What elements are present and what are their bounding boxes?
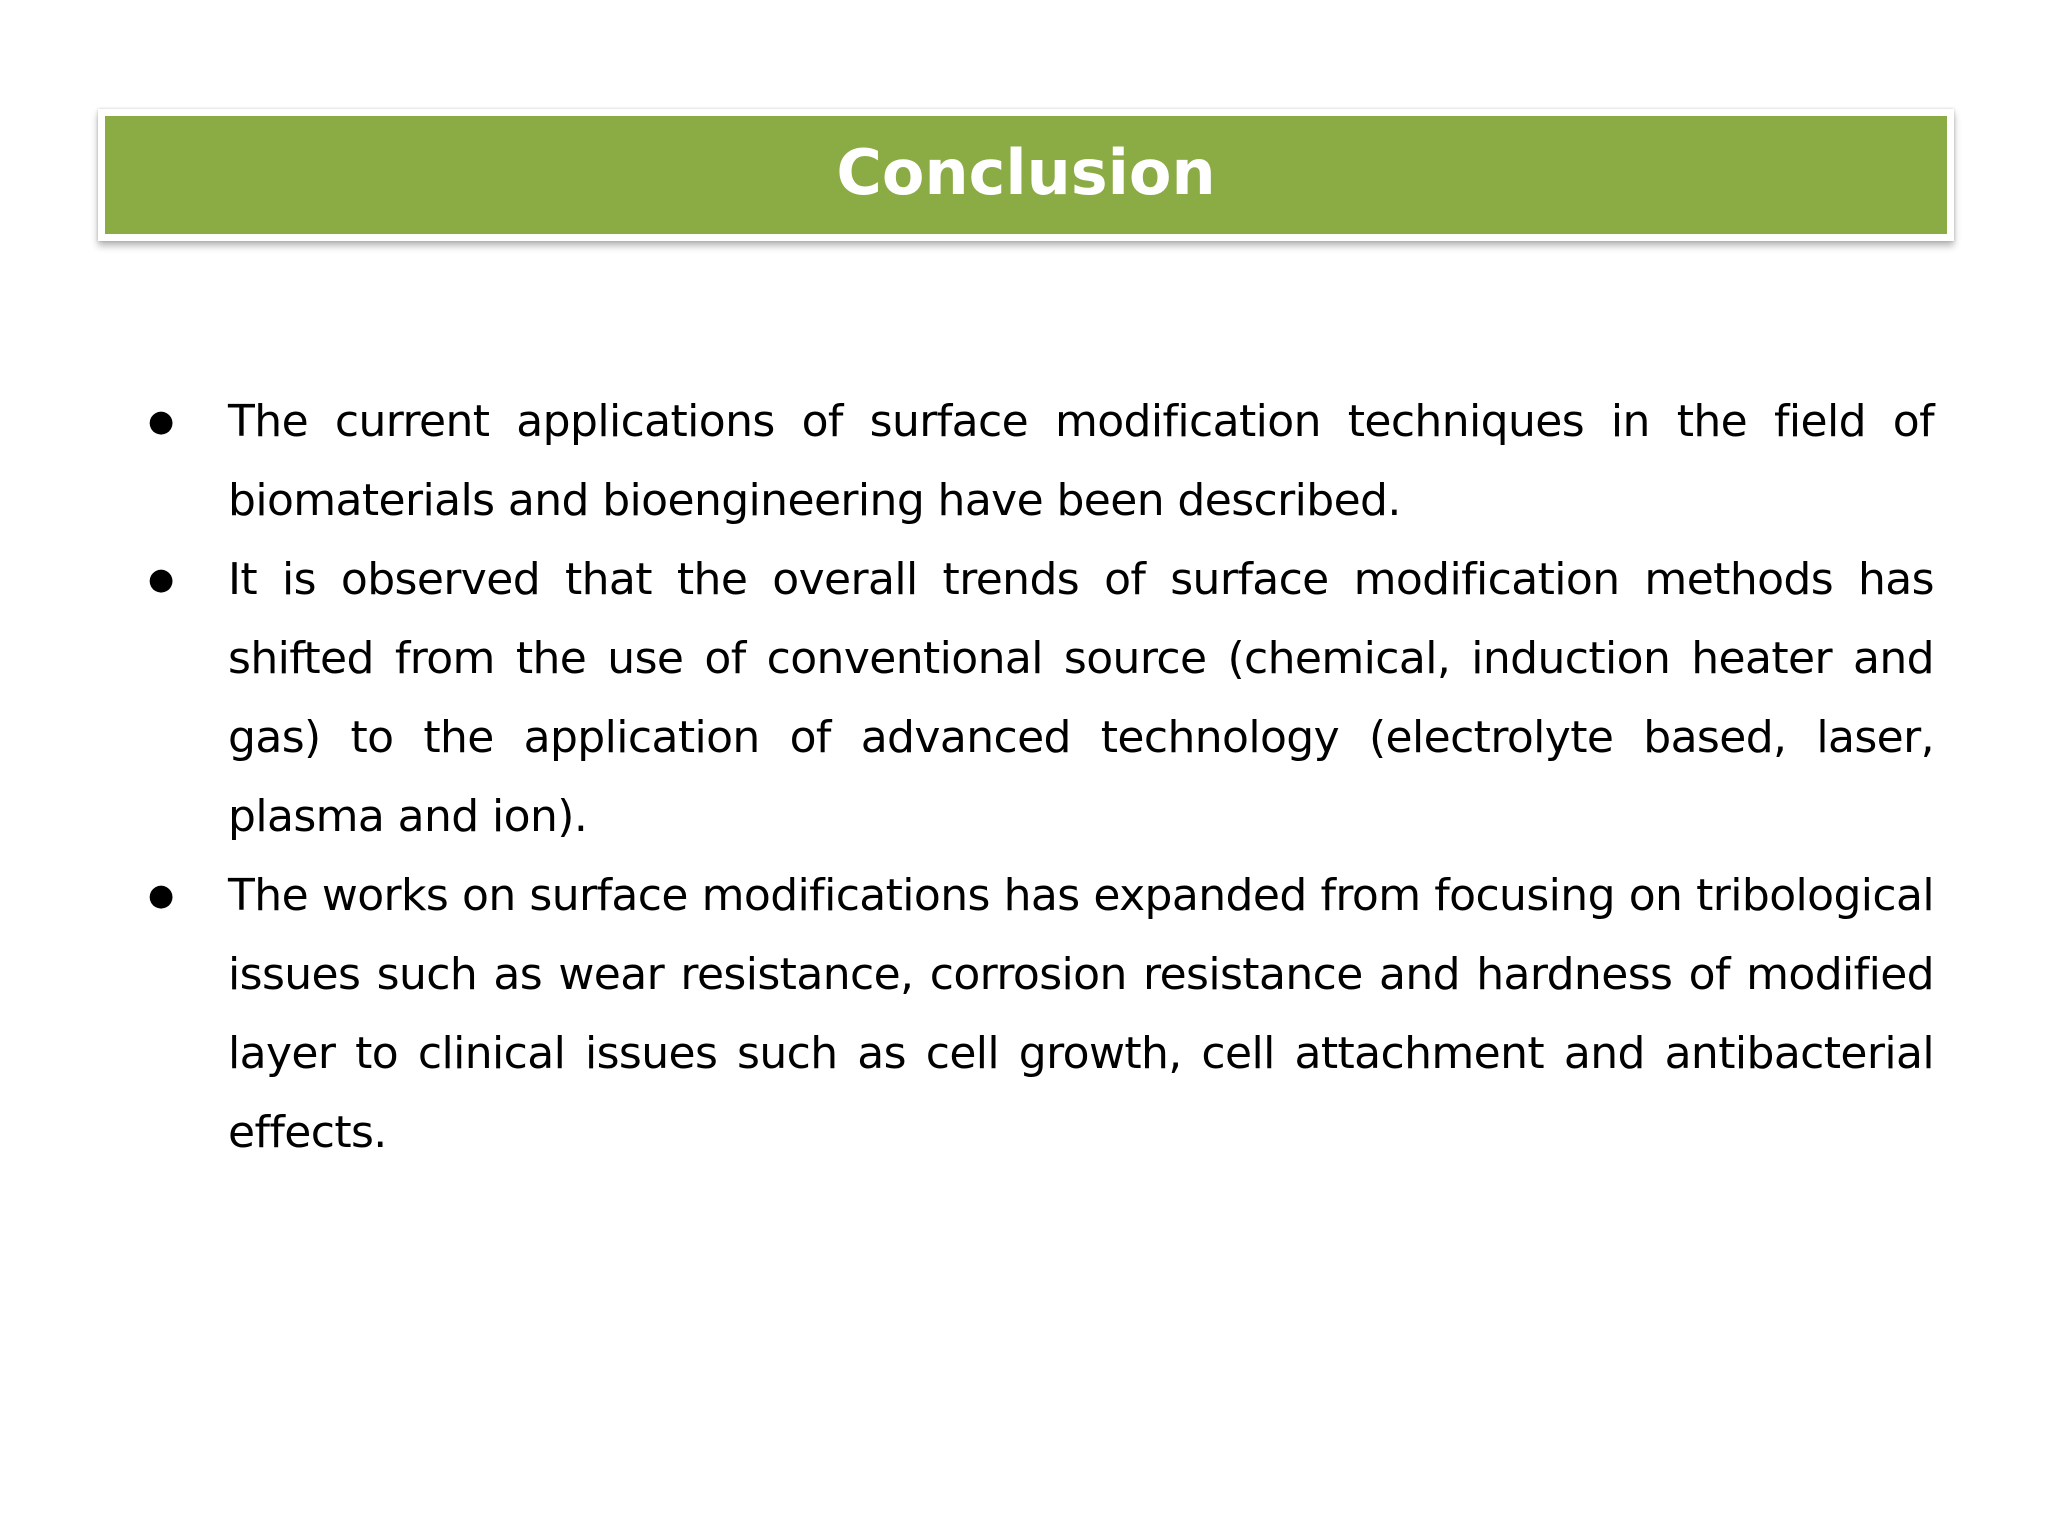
bullet-dot-icon: ● [148, 404, 175, 439]
bullet-list [140, 382, 1940, 1172]
bullet-item [140, 540, 1940, 856]
bullet-text: It is observed that the overall trends of surface modification methods has shifted from the use of conventional source (chemical, induction heater and gas) to the application of advanced technology (electrolyte based, laser, plasma and ion). [228, 554, 1934, 842]
title-frame [98, 109, 1954, 241]
bullet-item [140, 856, 1940, 1172]
bullet-dot-icon: ● [148, 878, 175, 913]
bullet-item [140, 382, 1940, 540]
bullet-text: The works on surface modifications has expanded from focusing on tribological issues such as wear resistance, corrosion resistance and hardness of modified layer to clinical issues such as cell growth, cell attachment and antibacterial effects. [228, 870, 1934, 1158]
slide-title: Conclusion [836, 136, 1216, 209]
title-bar [105, 116, 1947, 234]
bullet-text: The current applications of surface modification techniques in the field of biomaterials and bioengineering have been described. [228, 396, 1934, 526]
bullet-dot-icon: ● [148, 562, 175, 597]
